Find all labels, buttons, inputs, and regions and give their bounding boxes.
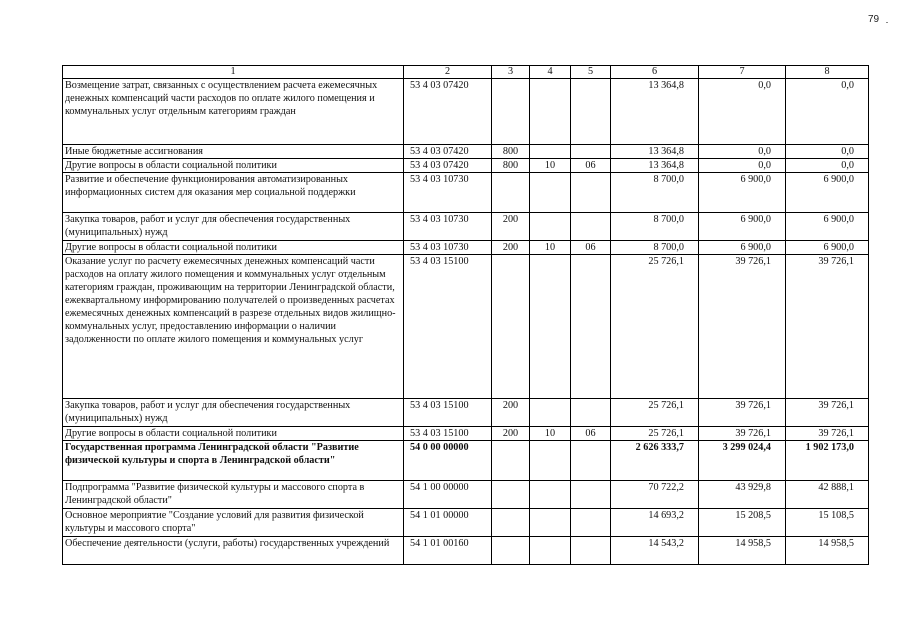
row-target-code: 53 4 03 10730: [404, 241, 492, 255]
row-name: Другие вопросы в области социальной политики: [63, 159, 404, 173]
row-amount-3: 42 888,1: [786, 481, 869, 509]
row-target-code: 53 4 03 15100: [404, 399, 492, 427]
row-name: Государственная программа Ленинградской области "Развитие физической культуры и спорта в Ленинградской области": [63, 441, 404, 481]
row-target-code: 53 4 03 07420: [404, 159, 492, 173]
row-amount-1: 2 626 333,7: [611, 441, 699, 481]
row-expense-type: [492, 537, 530, 565]
row-amount-3: 6 900,0: [786, 213, 869, 241]
row-amount-1: 14 543,2: [611, 537, 699, 565]
row-subsection: [571, 173, 611, 213]
table-row: [63, 509, 869, 537]
row-amount-2: 15 208,5: [699, 509, 786, 537]
column-header: 7: [699, 66, 786, 79]
row-section: [530, 509, 571, 537]
row-amount-3: 6 900,0: [786, 173, 869, 213]
row-amount-3: 39 726,1: [786, 427, 869, 441]
row-amount-1: 25 726,1: [611, 427, 699, 441]
row-subsection: [571, 255, 611, 399]
row-name: Обеспечение деятельности (услуги, работы) государственных учреждений: [63, 537, 404, 565]
row-target-code: 54 1 01 00000: [404, 509, 492, 537]
scan-mark: [886, 22, 888, 23]
page-number: 79: [868, 14, 880, 25]
row-amount-2: 0,0: [699, 145, 786, 159]
table-row: [63, 145, 869, 159]
row-amount-2: 6 900,0: [699, 213, 786, 241]
row-expense-type: 800: [492, 145, 530, 159]
row-subsection: [571, 79, 611, 145]
row-amount-2: 0,0: [699, 159, 786, 173]
row-amount-3: 14 958,5: [786, 537, 869, 565]
row-subsection: 06: [571, 159, 611, 173]
column-header: 4: [530, 66, 571, 79]
row-section: 10: [530, 159, 571, 173]
row-expense-type: 200: [492, 427, 530, 441]
row-section: [530, 537, 571, 565]
column-header: 6: [611, 66, 699, 79]
row-subsection: 06: [571, 241, 611, 255]
row-expense-type: [492, 173, 530, 213]
row-amount-3: 39 726,1: [786, 255, 869, 399]
row-name: Подпрограмма "Развитие физической культуры и массового спорта в Ленинградской области": [63, 481, 404, 509]
table-row: [63, 399, 869, 427]
table-row: [63, 255, 869, 399]
table-row-program: [63, 441, 869, 481]
row-amount-1: 14 693,2: [611, 509, 699, 537]
table-row: [63, 481, 869, 509]
column-header: 8: [786, 66, 869, 79]
row-subsection: [571, 145, 611, 159]
column-header-row: [63, 66, 869, 79]
row-section: [530, 213, 571, 241]
row-target-code: 53 4 03 07420: [404, 145, 492, 159]
row-subsection: [571, 399, 611, 427]
row-amount-2: 39 726,1: [699, 427, 786, 441]
row-amount-2: 0,0: [699, 79, 786, 145]
row-expense-type: 800: [492, 159, 530, 173]
row-expense-type: 200: [492, 241, 530, 255]
row-section: [530, 79, 571, 145]
row-amount-2: 39 726,1: [699, 399, 786, 427]
row-section: 10: [530, 427, 571, 441]
row-amount-2: 3 299 024,4: [699, 441, 786, 481]
column-header: 2: [404, 66, 492, 79]
row-target-code: 53 4 03 10730: [404, 213, 492, 241]
row-amount-1: 13 364,8: [611, 159, 699, 173]
row-amount-2: 43 929,8: [699, 481, 786, 509]
row-name: Другие вопросы в области социальной политики: [63, 427, 404, 441]
row-expense-type: 200: [492, 399, 530, 427]
row-amount-2: 39 726,1: [699, 255, 786, 399]
row-amount-2: 6 900,0: [699, 173, 786, 213]
row-target-code: 54 1 00 00000: [404, 481, 492, 509]
row-amount-3: 39 726,1: [786, 399, 869, 427]
row-amount-1: 8 700,0: [611, 173, 699, 213]
row-target-code: 53 4 03 07420: [404, 79, 492, 145]
row-expense-type: [492, 255, 530, 399]
row-amount-1: 25 726,1: [611, 255, 699, 399]
row-section: 10: [530, 241, 571, 255]
row-name: Оказание услуг по расчету ежемесячных денежных компенсаций части расходов на оплату жилого помещения и коммунальных услуг отдельным категориям граждан, проживающим на территории Ленинградской области, ежеквартальному информированию получателей о произведенных расчетах ежемесячных денежных компенсаций в разрезе отдельных видов жилищно-коммунальных услуг, предоставлению информации о наличии задолженности по оплате жилого помещения и коммунальных услуг: [63, 255, 404, 399]
row-amount-1: 70 722,2: [611, 481, 699, 509]
row-target-code: 53 4 03 15100: [404, 427, 492, 441]
row-expense-type: [492, 481, 530, 509]
row-subsection: [571, 213, 611, 241]
row-expense-type: [492, 509, 530, 537]
row-target-code: 53 4 03 15100: [404, 255, 492, 399]
row-subsection: [571, 537, 611, 565]
row-amount-3: 6 900,0: [786, 241, 869, 255]
table-row: [63, 213, 869, 241]
row-amount-2: 14 958,5: [699, 537, 786, 565]
table-row: [63, 79, 869, 145]
row-subsection: [571, 441, 611, 481]
column-header: 5: [571, 66, 611, 79]
row-subsection: 06: [571, 427, 611, 441]
row-target-code: 53 4 03 10730: [404, 173, 492, 213]
table-row: [63, 173, 869, 213]
row-section: [530, 255, 571, 399]
row-target-code: 54 0 00 00000: [404, 441, 492, 481]
row-amount-3: 15 108,5: [786, 509, 869, 537]
row-subsection: [571, 509, 611, 537]
table-row: [63, 537, 869, 565]
row-amount-3: 0,0: [786, 79, 869, 145]
row-target-code: 54 1 01 00160: [404, 537, 492, 565]
row-name: Возмещение затрат, связанных с осуществлением расчета ежемесячных денежных компенсаций части расходов по оплате жилого помещения и коммунальных услуг отдельным категориям граждан: [63, 79, 404, 145]
row-amount-1: 8 700,0: [611, 241, 699, 255]
table-row: [63, 241, 869, 255]
row-amount-3: 0,0: [786, 159, 869, 173]
row-section: [530, 481, 571, 509]
row-amount-3: 1 902 173,0: [786, 441, 869, 481]
row-amount-1: 8 700,0: [611, 213, 699, 241]
row-amount-3: 0,0: [786, 145, 869, 159]
row-name: Развитие и обеспечение функционирования автоматизированных информационных систем для оказания мер социальной поддержки: [63, 173, 404, 213]
column-header: 1: [63, 66, 404, 79]
row-name: Другие вопросы в области социальной политики: [63, 241, 404, 255]
row-amount-1: 25 726,1: [611, 399, 699, 427]
row-section: [530, 441, 571, 481]
row-amount-1: 13 364,8: [611, 79, 699, 145]
row-expense-type: [492, 441, 530, 481]
row-name: Закупка товаров, работ и услуг для обеспечения государственных (муниципальных) нужд: [63, 399, 404, 427]
table-row: [63, 427, 869, 441]
row-section: [530, 145, 571, 159]
column-header: 3: [492, 66, 530, 79]
row-name: Иные бюджетные ассигнования: [63, 145, 404, 159]
budget-table: [62, 65, 869, 565]
row-expense-type: [492, 79, 530, 145]
row-name: Закупка товаров, работ и услуг для обеспечения государственных (муниципальных) нужд: [63, 213, 404, 241]
row-amount-2: 6 900,0: [699, 241, 786, 255]
table-row: [63, 159, 869, 173]
row-expense-type: 200: [492, 213, 530, 241]
row-amount-1: 13 364,8: [611, 145, 699, 159]
row-name: Основное мероприятие "Создание условий для развития физической культуры и массового спорта": [63, 509, 404, 537]
row-section: [530, 173, 571, 213]
row-subsection: [571, 481, 611, 509]
row-section: [530, 399, 571, 427]
